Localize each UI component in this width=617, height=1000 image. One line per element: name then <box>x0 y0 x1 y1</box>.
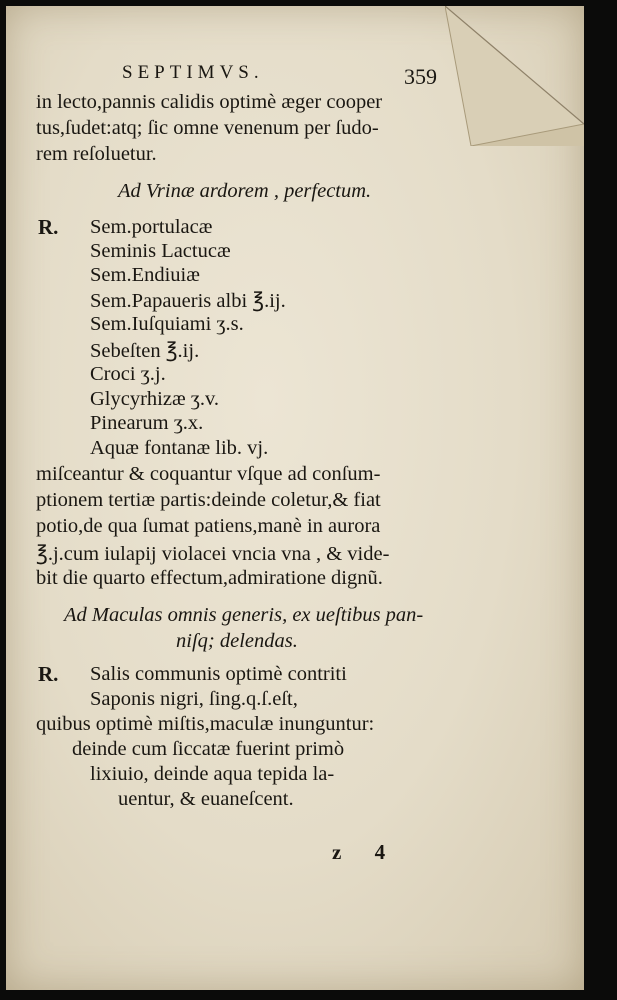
text-line: miſceantur & coquantur vſque ad conſum- <box>36 463 381 485</box>
text-line: ℥.j.cum iulapij violacei vncia vna , & vide- <box>36 543 390 565</box>
ingredient-line: Saponis nigri, ſing.q.ſ.eſt, <box>90 688 298 710</box>
ingredient-line: Seminis Lactucæ <box>90 240 231 262</box>
ingredient-line: Sem.Papaueris albi ℥.ij. <box>90 290 286 312</box>
signature-mark: z 4 <box>332 840 400 864</box>
text-line: potio,de qua ſumat patiens,manè in aurora <box>36 515 381 537</box>
text-line: rem reſoluetur. <box>36 143 157 165</box>
folded-corner <box>445 6 584 146</box>
text-line: in lecto,pannis calidis optimè æger cooper <box>36 91 383 113</box>
ingredient-line: Croci ʒ.j. <box>90 363 166 385</box>
ingredient-line: Pinearum ʒ.x. <box>90 412 204 434</box>
ingredient-line: Sem.portulacæ <box>90 216 213 238</box>
recipe-heading: Ad Maculas omnis generis, ex ueſtibus pan- <box>64 604 424 626</box>
ingredient-line: Sem.Iuſquiami ʒ.s. <box>90 313 244 335</box>
recipe-heading: Ad Vrinæ ardorem , perfectum. <box>118 180 372 202</box>
recipe-symbol: R. <box>38 662 59 686</box>
text-line: lixiuio, deinde aqua tepida la- <box>90 763 335 785</box>
recipe-symbol: R. <box>38 215 59 239</box>
recipe-heading: niſq; delendas. <box>176 630 298 652</box>
text-line: uentur, & euaneſcent. <box>118 788 294 810</box>
ingredient-line: Salis communis optimè contriti <box>90 663 347 685</box>
text-line: ptionem tertiæ partis:deinde coletur,& fiat <box>36 489 381 511</box>
ingredient-line: Aquæ fontanæ lib. vj. <box>90 437 269 459</box>
text-line: quibus optimè miſtis,maculæ inunguntur: <box>36 713 375 735</box>
text-line: deinde cum ſiccatæ fuerint primò <box>72 738 345 760</box>
ingredient-line: Sebeſten ℥.ij. <box>90 340 200 362</box>
ingredient-line: Glycyrhizæ ʒ.v. <box>90 388 220 410</box>
running-title: SEPTIMVS. <box>122 62 264 83</box>
text-line: tus,ſudet:atq; ſic omne venenum per ſudo- <box>36 117 379 139</box>
ingredient-line: Sem.Endiuiæ <box>90 264 200 286</box>
page-number: 359 <box>404 64 437 89</box>
text-line: bit die quarto effectum,admiratione dignũ. <box>36 567 383 589</box>
